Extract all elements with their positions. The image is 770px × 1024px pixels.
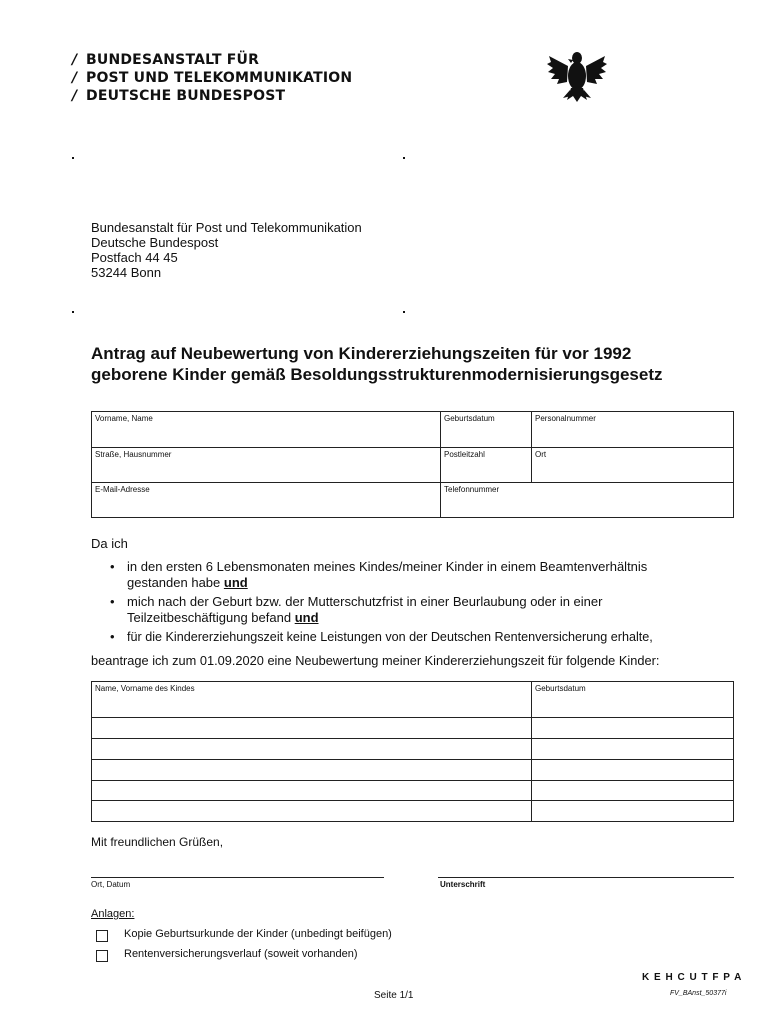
child-name-cell[interactable] <box>91 717 532 739</box>
bullet-dot: • <box>110 594 115 609</box>
table-header-name: Name, Vorname des Kindes <box>91 681 532 718</box>
bullet-dot: • <box>110 559 115 574</box>
child-birthdate-cell[interactable] <box>531 800 734 822</box>
signature-label: Unterschrift <box>440 880 486 889</box>
child-birthdate-cell[interactable] <box>531 759 734 781</box>
form-id: FV_BAnst_50377i <box>670 990 727 997</box>
child-name-cell[interactable] <box>91 738 532 760</box>
child-birthdate-cell[interactable] <box>531 738 734 760</box>
intro-text: Da ich <box>91 536 128 551</box>
child-name-cell[interactable] <box>91 759 532 781</box>
bullet-3: für die Kindererziehungszeit keine Leistungen von der Deutschen Rentenversicherung erhalte, <box>127 630 653 644</box>
zip-field[interactable]: Postleitzahl <box>440 447 532 483</box>
federal-eagle-icon <box>545 46 609 106</box>
attachment-checkbox-pension-record[interactable] <box>96 950 108 962</box>
barcode-code: K E H C U T F P A <box>642 972 743 983</box>
birthdate-field[interactable]: Geburtsdatum <box>440 411 532 448</box>
fold-mark <box>403 157 405 159</box>
child-birthdate-cell[interactable] <box>531 780 734 801</box>
slash-mark: / <box>72 52 78 68</box>
attachment-checkbox-birth-certificate[interactable] <box>96 930 108 942</box>
page-number: Seite 1/1 <box>374 990 414 1001</box>
fold-mark <box>403 311 405 313</box>
personnel-number-field[interactable]: Personalnummer <box>531 411 734 448</box>
phone-field[interactable]: Telefonnummer <box>440 482 734 518</box>
request-text: beantrage ich zum 01.09.2020 eine Neubewertung meiner Kindererziehungszeit für folgende Kinder: <box>91 653 660 668</box>
logo-line-1: / BUNDESANSTALT FÜR <box>72 52 260 68</box>
slash-mark: / <box>72 88 78 104</box>
city-field[interactable]: Ort <box>531 447 734 483</box>
slash-mark: / <box>72 70 78 86</box>
attachment-label: Kopie Geburtsurkunde der Kinder (unbedingt beifügen) <box>124 928 392 940</box>
child-name-cell[interactable] <box>91 780 532 801</box>
bullet-2: mich nach der Geburt bzw. der Mutterschutzfrist in einer Beurlaubung oder in einer Teilzeitbeschäftigung befand und <box>127 594 603 625</box>
logo-line-3: / DEUTSCHE BUNDESPOST <box>72 88 286 104</box>
recipient-address: Bundesanstalt für Post und Telekommunikation Deutsche Bundespost Postfach 44 45 53244 Bonn <box>91 220 362 280</box>
attachments-heading: Anlagen: <box>91 908 135 920</box>
attachment-label: Rentenversicherungsverlauf (soweit vorhanden) <box>124 948 358 960</box>
closing-text: Mit freundlichen Grüßen, <box>91 835 224 849</box>
email-field[interactable]: E-Mail-Adresse <box>91 482 441 518</box>
name-field[interactable]: Vorname, Name <box>91 411 441 448</box>
bullet-1: in den ersten 6 Lebensmonaten meines Kindes/meiner Kinder in einem Beamtenverhältnis gestanden habe und <box>127 559 648 590</box>
fold-mark <box>72 311 74 313</box>
document-title: Antrag auf Neubewertung von Kindererziehungszeiten für vor 1992 geborene Kinder gemäß Besoldungsstrukturenmodernisierungsgesetz <box>91 344 663 384</box>
place-date-label: Ort, Datum <box>91 880 131 889</box>
bullet-dot: • <box>110 629 115 644</box>
child-name-cell[interactable] <box>91 800 532 822</box>
signature-line[interactable] <box>438 877 734 878</box>
table-header-birthdate: Geburtsdatum <box>531 681 734 718</box>
place-date-line[interactable] <box>91 877 384 878</box>
fold-mark <box>72 157 74 159</box>
child-birthdate-cell[interactable] <box>531 717 734 739</box>
logo-line-2: / POST UND TELEKOMMUNIKATION <box>72 70 353 86</box>
street-field[interactable]: Straße, Hausnummer <box>91 447 441 483</box>
